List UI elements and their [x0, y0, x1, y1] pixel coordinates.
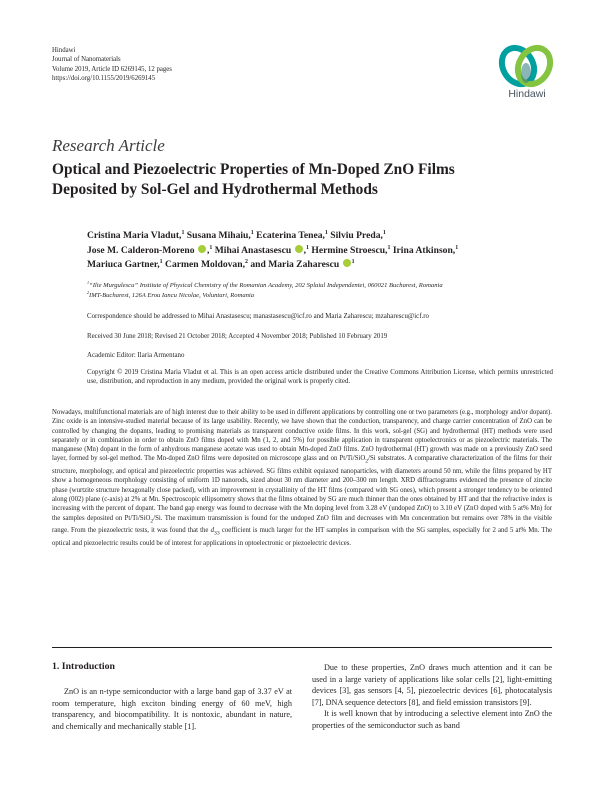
orcid-icon[interactable] [343, 259, 351, 267]
author-line-1: Cristina Maria Vladut,$^1$ Susana Mihaiu,$^1$ Ecaterina Tenea,$^1$ Silviu Preda,$^1$ [87, 229, 386, 241]
paragraph: ZnO is an n-type semiconductor with a large band gap of 3.37 eV at room temperature, high exciton binding energy of 60 meV, high transparency, and biocompatibility. It is nontoxic, abundant in nature, and chemically and mechanically stable [1]. [52, 687, 292, 731]
doi-link[interactable]: https://doi.org/10.1155/2019/6269145 [52, 74, 156, 82]
orcid-icon[interactable] [198, 245, 206, 253]
affiliations [87, 281, 443, 301]
academic-editor: Academic Editor: Ilaria Armentano [87, 352, 185, 359]
abstract: Nowadays, multifunctional materials are of high interest due to their ability to be used in different applications by controlling one or two parameters (e.g., morphology and/or dopant). Zinc oxide is an intensive-studied material because of its large usability. Recently, we have shown that the conduction, transparency, and charge carrier concentration of ZnO can be controlled by changing the dopants, leading to promising materials as transparent conductive oxide films. In this work, sol-gel (SG) and hydrothermal (HT) methods were used separately or in combination in order to obtain ZnO films doped with Mn (1, 2, and 5%) for possible application in transparent optoelectronics or as piezoelectric materials. The manganese (Mn) dopant in the form of anhydrous manganese acetate was used to obtain Mn-doped ZnO films. ZnO hydrothermal (HT) growth was made on a previously ZnO seed layer, formed by sol-gel method. The Mn-doped ZnO films were deposited on microscope glass and on Pt/Ti/SiO$_2$/Si substrates. A comparative characterization of the films for their structure, morphology, and optical and piezoelectric properties was achieved. SG films exhibit equiaxed nanoparticles, with diameters around 50 nm, while the films prepared by HT show a homogeneous morphology consisting of uniform 1D nanorods, sized about 30 nm diameter and 200–300 nm length. XRD diffractograms evidenced the presence of zincite phase (wurtzite structure hexagonally close packed), with an improvement in crystallinity of the HT films (compared with SG ones), which present a stronger tendency to be oriented along (002) plane (c-axis) at 2% at Mn. Spectroscopic ellipsometry shows that the films obtained by SG are much thinner than the ones obtained by HT and that the refractive index is increasing with the percent of dopant. The band gap energy was found to decrease with the Mn doping level from 3.28 eV (undoped ZnO) to 3.10 eV (ZnO doped with 5 at% Mn) for the samples deposited on Pt/Ti/SiO$_2$/Si. The maximum transmission is found for the undoped ZnO film and decreases with Mn concentration but remains over 78% in the visible range. From the piezoelectric tests, it was found that the $d_{33}$ coefficient is much larger for the HT samples in comparison with the SG samples, especially for 2 and 5 at% Mn. The optical and piezoelectric results could be of interest for applications in optoelectronic or piezoelectric devices. [52, 409, 552, 547]
author-line-3: Mariuca Gartner,$^1$ Carmen Moldovan,$^2$ and Maria Zaharescu $^1$ [87, 258, 355, 270]
copyright-notice: Copyright © 2019 Cristina Maria Vladut et al. This is an open access article distributed under the Creative Commons Attribution License, which permits unrestricted use, distribution, and reproduction in any medium, provided the original work is properly cited. [87, 369, 553, 386]
article-title [52, 160, 552, 199]
affiliation-1: $^1$“Ilie Murgulescu” Institute of Physical Chemistry of the Romanian Academy, 202 Splaiul Independentei, 060021 Bucharest, Romania [87, 279, 443, 289]
volume-info: Volume 2019, Article ID 6269145, 12 pages [52, 65, 172, 73]
journal-name: Journal of Nanomaterials [52, 56, 121, 64]
correspondence: Correspondence should be addressed to Mihai Anastasescu; manastasescu@icf.ro and Maria Zaharescu; mzaharescu@icf.ro [87, 313, 429, 320]
publisher-name: Hindawi [52, 47, 76, 54]
paragraph: Due to these properties, ZnO draws much attention and it can be used in a large variety of applications like solar cells [2], light-emitting devices [3], gas sensors [4, 5], piezoelectric devices [6], photocatalysis [7], DNA sequence detectors [8], and field emission transistors [9]. [312, 663, 552, 707]
article-type: Research Article [52, 136, 165, 155]
title-line-1: Optical and Piezoelectric Properties of Mn-Doped ZnO Films [52, 161, 455, 178]
hindawi-logo-text: Hindawi [508, 88, 546, 100]
author-list [87, 229, 567, 273]
publication-dates: Received 30 June 2018; Revised 21 October 2018; Accepted 4 November 2018; Published 10 February 2019 [87, 333, 388, 340]
author-line-2: Jose M. Calderon-Moreno ,$^1$ Mihai Anastasescu ,$^1$ Hermine Stroescu,$^1$ Irina Atkinson,$^1$ [87, 244, 459, 256]
orcid-icon[interactable] [295, 245, 303, 253]
section-heading-introduction: 1. Introduction [52, 661, 115, 672]
body-column-left [52, 686, 292, 732]
paragraph: It is well known that by introducing a selective element into ZnO the properties of the semiconductor such as band [312, 709, 552, 730]
body-column-right [312, 662, 552, 731]
journal-metadata [52, 46, 172, 83]
title-line-2: Deposited by Sol-Gel and Hydrothermal Methods [52, 180, 378, 198]
affiliation-2: $^2$IMT-Bucharest, 126A Erou Iancu Nicolae, Voluntari, Romania [87, 289, 255, 299]
section-divider [52, 647, 552, 648]
